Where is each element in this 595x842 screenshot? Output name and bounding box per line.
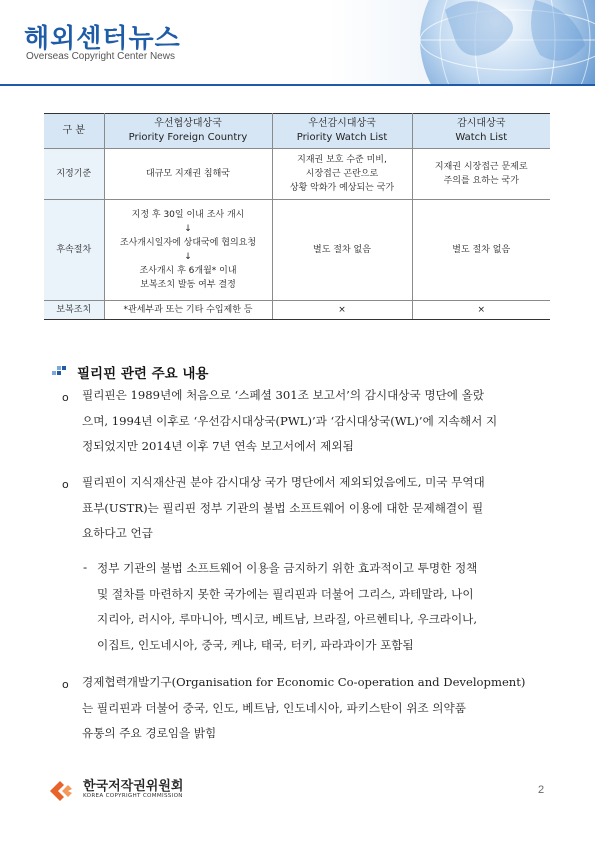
table-row: [44, 301, 550, 320]
page-title: 해외센터뉴스: [24, 24, 181, 54]
down-arrow-icon: ↓: [184, 252, 192, 262]
paragraph: 필리핀이 지식재산권 분야 감시대상 국가 명단에서 제외되었음에도, 미국 무역대 표부(USTR)는 필리핀 정부 기관의 불법 소프트웨어 이용에 대한 문제해결이 필 요하다고 언급: [82, 475, 485, 541]
table-cell: 지재권 시장접근 문제로 주의를 요하는 국가: [412, 149, 550, 200]
header-pwl-en: Priority Watch List: [296, 132, 388, 143]
table-cell: *관세부과 또는 기타 수입제한 등: [104, 301, 272, 320]
table-row: [44, 149, 550, 200]
row-label: 후속절차: [44, 200, 104, 301]
header-pwl: [272, 114, 412, 149]
table-cell: ×: [412, 301, 550, 320]
special-301-table: [44, 113, 550, 320]
table-cell: 대규모 지재권 침해국: [104, 149, 272, 200]
org-name-en: KOREA COPYRIGHT COMMISSION: [83, 793, 183, 799]
page-header: [0, 0, 595, 86]
header-pfc-en: Priority Foreign Country: [128, 132, 248, 143]
header-divider: [0, 84, 595, 86]
header-pfc: [104, 114, 272, 149]
globe-graphic: [385, 0, 595, 86]
header-pfc-ko: 우선협상대상국: [154, 118, 222, 129]
row-label: 지정기준: [44, 149, 104, 200]
header-category: 구 분: [44, 114, 104, 149]
header-wl-ko: 감시대상국: [457, 118, 506, 129]
circle-bullet-icon: o: [62, 478, 69, 491]
row-label: 보복조치: [44, 301, 104, 320]
table-cell: ×: [272, 301, 412, 320]
table-cell: 별도 절차 없음: [412, 200, 550, 301]
page-number: 2: [538, 784, 545, 796]
paragraph: 정부 기관의 불법 소프트웨어 이용을 금지하기 위한 효과적이고 투명한 정책 및 절차를 마련하지 못한 국가에는 필리핀과 더불어 그리스, 과테말라, 나이 지리아, 러시아, 루마니아, 멕시코, 베트남, 브라질, 아르헨티나, 우크라이나, 이집트, 인도네시아, 중국, 케냐, 태국, 터키, 파라과이가 포함됨: [97, 561, 478, 652]
paragraph: 경제협력개발기구(Organisation for Economic Co-operation and Development) 는 필리핀과 더불어 중국, 인도, 베트남, 인도네시아, 파키스탄이 위조 의약품 유통의 주요 경로임을 밝힘: [82, 675, 526, 741]
table-cell: 지정 후 30일 이내 조사 개시 ↓ 조사개시일자에 상대국에 협의요청 ↓ 조사개시 후 6개월* 이내 보복조치 발동 여부 결정: [104, 200, 272, 301]
dash-bullet-icon: -: [83, 560, 88, 574]
paragraph: 필리핀은 1989년에 처음으로 ‘스페셜 301조 보고서’의 감시대상국 명단에 올랐 으며, 1994년 이후로 ‘우선감시대상국(PWL)’과 ‘감시대상국(WL)’에 지속해서 지 정되었지만 2014년 이후 7년 연속 보고서에서 제외됨: [82, 388, 498, 454]
org-name-ko: 한국저작권위원회: [83, 779, 184, 794]
section-title: 필리핀 관련 주요 내용: [77, 366, 209, 382]
circle-bullet-icon: o: [62, 678, 69, 691]
table-header-row: [44, 114, 550, 149]
circle-bullet-icon: o: [62, 391, 69, 404]
section-bullet-icon: [52, 363, 70, 377]
table-cell: 별도 절차 없음: [272, 200, 412, 301]
page-subtitle: Overseas Copyright Center News: [26, 51, 175, 62]
table-row: [44, 200, 550, 301]
down-arrow-icon: ↓: [184, 224, 192, 234]
kcc-logo-icon: [46, 778, 76, 804]
header-wl: [412, 114, 550, 149]
header-pwl-ko: 우선감시대상국: [308, 118, 376, 129]
header-wl-en: Watch List: [455, 132, 508, 143]
table-cell: 지재권 보호 수준 미비, 시장접근 곤란으로 상황 악화가 예상되는 국가: [272, 149, 412, 200]
